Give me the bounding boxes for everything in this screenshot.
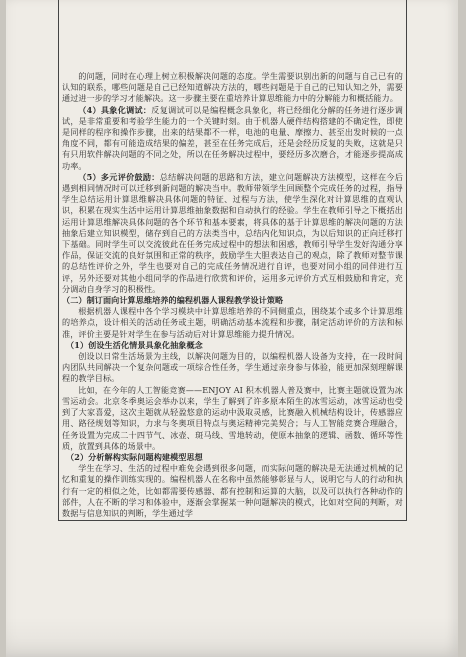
paragraph-evaluation (62, 172, 403, 295)
subheading-2: （2）分析解构实际问题构建模型思想 (66, 451, 203, 462)
paragraph-debugging-text: 反复调试可以是编程概念具象化，将已经细化分解的任务进行逐步调试，是非常重要和考验学生能力的一个关键时刻。由于机器人硬件结构搭建的不确定性，即使是同样的程序和操作步骤，出来的结果都不一样，电池的电量、摩擦力、甚至出发时候的一点角度不同，都有可能造成结果的偏差，甚至在任务完成后，还是会经历反复的失败，这就是只有只用软件解决问题的不同之处，所以在任务解决过程中，要经历多次磨合，才能逐步提高成功率。 (62, 104, 403, 171)
paragraph-example: 比如，在今年的人工智能竞赛——ENJOY AI 积木机器人普及赛中，比赛主题就设置为冰雪运动会。北京冬季奥运会举办以来，学生了解到了许多原本陌生的冰雪运动，冰雪运动也受到了大家喜爱，这次主题就从轻盈悠意的运动中汲取灵感，比赛融入机械结构设计，传感器应用、路径规划等知识，力求与冬奥项目特点与奥运精神完美契合；与人工智能竞赛合理融合，任务设置为完成二十四节气、冰壶、斑马线、雪地转动，使原本抽象的逻辑、函数、循环等性质，放置到具体的场景中。 (62, 384, 403, 451)
paragraph-evaluation-text: 总结解决问题的思路和方法，建立问题解决方法模型，这样在今后遇到相同情况时可以迁移到新问题的解决当中。教师带领学生回顾整个完成任务的过程，指导学生总结运用计算思维解决具体问题的特征、过程与方法，使学生深化对计算思维的直观认识，积累在现实生活中运用计算思维抽象数据和自动执行的经验。学生在教师引导之下概括出运用计算思维解决具体问题的各个环节和基本要素，将具体的基于计算思维的解决问题的方法抽象后建立知识模型，储存到自己的方法类当中，总结内化知识点，为以后知识的正向迁移打下基础。同时学生可以交流彼此在任务完成过程中的想法和困惑，教师引导学生发好沟通分享作品，保证交流的良好氛围和正常的秩序，鼓励学生大胆表达自己的观点，除了教师对整节课的总结性评价之外，学生也要对自己的完成任务情况进行自评，也要对同小组的同伴进行互评，另外还要对其他小组同学的作品进行欣赏和评价，运用多元评价方式互相鼓励和肯定，充分调动自身学习的积极性。 (62, 171, 404, 294)
page-shadow (6, 617, 458, 657)
heading-evaluation: （5）多元评价鼓励： (78, 171, 160, 182)
section-heading: （二）制订面向计算思维培养的编程机器人课程教学设计策略 (62, 295, 284, 306)
subheading-1: （1）创设生活化情景具象化抽象概念 (66, 339, 203, 350)
paragraph-1: 的问题，同时在心理上树立积极解决问题的态度。学生需要识别出新的问题与自己已有的认知的联系，哪些问题是自己已经知道解决方法的，哪些问题是于自己的已知认知之外，需要通过进一步的学习才能解决。这一步骤主要在重培养计算思维能力中的分解能力和概括能力。 (62, 71, 403, 104)
paragraph-strategy: 根据机器人课程中各个学习模块中计算思维培养的不同侧重点，围绕某个或多个计算思维的培养点，设计相关的活动任务或主题，明确活动基本流程和步骤，制定活动评价的方法和标准，评价主要是针对学生在参与活动后对计算思维能力提升情况。 (62, 306, 403, 339)
paragraph-scenario: 创设以日常生活场景为主线，以解决问题为目的，以编程机器人设备为支持，在一段时间内团队共同解决一个复杂问题或一项综合性任务，学生通过亲身参与体验，能更加深刻理解课程的教学目标。 (62, 351, 403, 384)
heading-debugging: （4）具象化调试： (78, 104, 152, 115)
paragraph-debugging (62, 105, 403, 172)
paragraph-model: 学生在学习、生活的过程中难免会遇到很多问题，而实际问题的解决是无法通过机械的记忆和重复的操作训练实现的。编程机器人在名称中虽然能够彰显与人，说明它与人的行动和执行有一定的相似之处，比如都需要传感器、都有控制和运算的大脑，以及可以执行各种动作的部件，人在不断的学习和体验中，逐渐会掌握某一种问题解决的模式，比如对空间的判断，对数据与信息知识的判断，学生通过学 (62, 463, 403, 518)
document-body (62, 71, 403, 519)
